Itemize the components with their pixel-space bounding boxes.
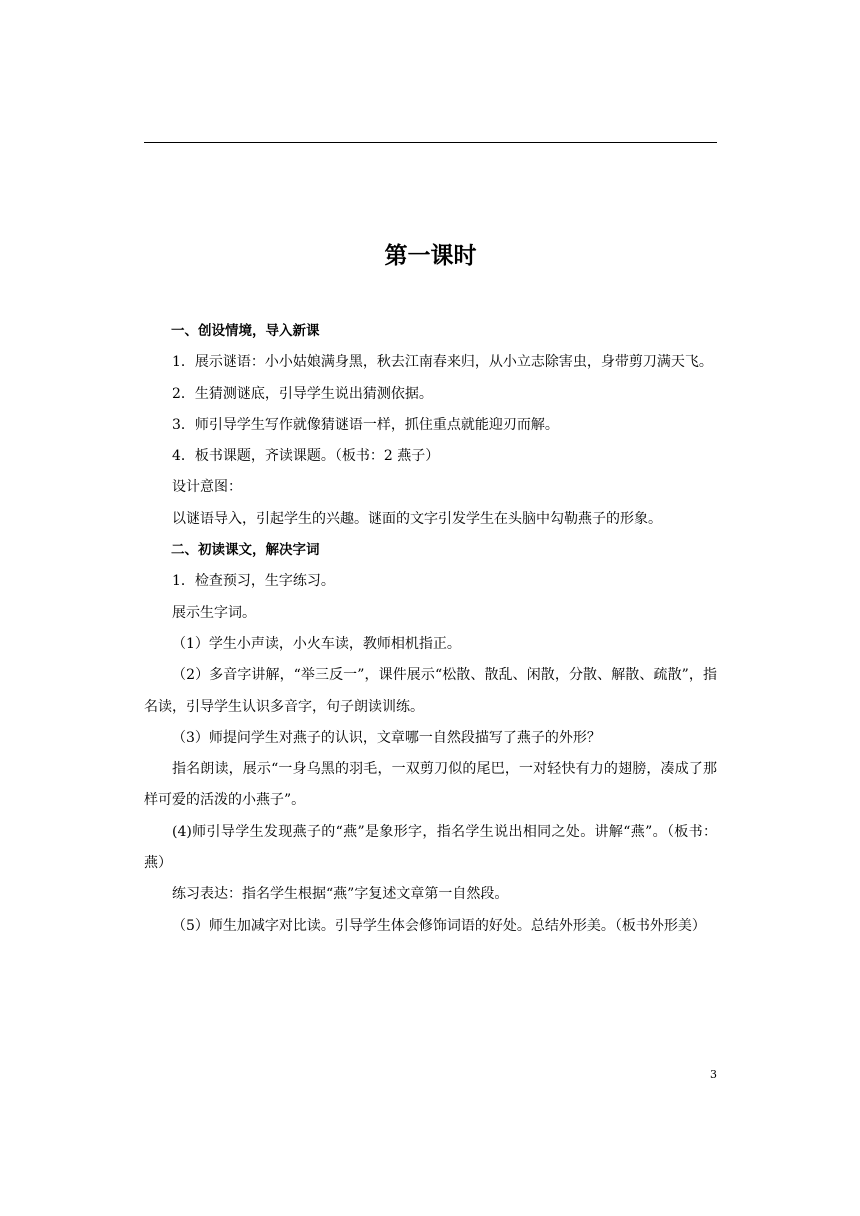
paragraph: （2）多音字讲解，“举三反一”，课件展示“松散、散乱、闲散，分散、解散、疏散”，指名读，引导学生认识多音字，句子朗读训练。: [144, 667, 717, 715]
paragraph: 1．展示谜语：小小姑娘满身黑，秋去江南春来归，从小立志除害虫，身带剪刀满天飞。: [172, 354, 713, 371]
paragraph: 展示生字词。: [172, 604, 256, 621]
paragraph: 以谜语导入，引起学生的兴趣。谜面的文字引发学生在头脑中勾勒燕子的形象。: [172, 510, 662, 527]
paragraph: （1）学生小声读，小火车读，教师相机指正。: [172, 635, 461, 652]
paragraph: 2．生猜测谜底，引导学生说出猜测依据。: [172, 385, 433, 402]
paragraph: 1．检查预习，生字练习。: [172, 573, 335, 590]
paragraph: (4)师引导学生发现燕子的“燕”是象形字，指名学生说出相同之处。讲解“燕”。（板书：燕）: [144, 823, 717, 872]
paragraph: 练习表达：指名学生根据“燕”字复述文章第一自然段。: [172, 886, 509, 903]
paragraph: 设计意图：: [172, 479, 242, 496]
paragraph: （5）师生加减字对比读。引导学生体会修饰词语的好处。总结外形美。（板书外形美）: [172, 917, 706, 934]
section-heading: 二、初读课文，解决字词: [171, 542, 320, 559]
page-title: 第一课时: [384, 243, 477, 269]
page-number: 3: [710, 1068, 717, 1081]
section-heading: 一、创设情境，导入新课: [171, 323, 320, 339]
document-body: [144, 316, 717, 942]
paragraph: 3．师引导学生写作就像猜谜语一样，抓住重点就能迎刃而解。: [172, 416, 559, 433]
paragraph: 4．板书课题，齐读课题。（板书：2 燕子）: [172, 448, 440, 465]
header-rule: [144, 142, 717, 143]
paragraph: 指名朗读，展示“一身乌黑的羽毛，一双剪刀似的尾巴，一对轻快有力的翅膀，凑成了那样可爱的活泼的小燕子”。: [144, 761, 717, 809]
paragraph: （3）师提问学生对燕子的认识，文章哪一自然段描写了燕子的外形？: [172, 729, 601, 746]
